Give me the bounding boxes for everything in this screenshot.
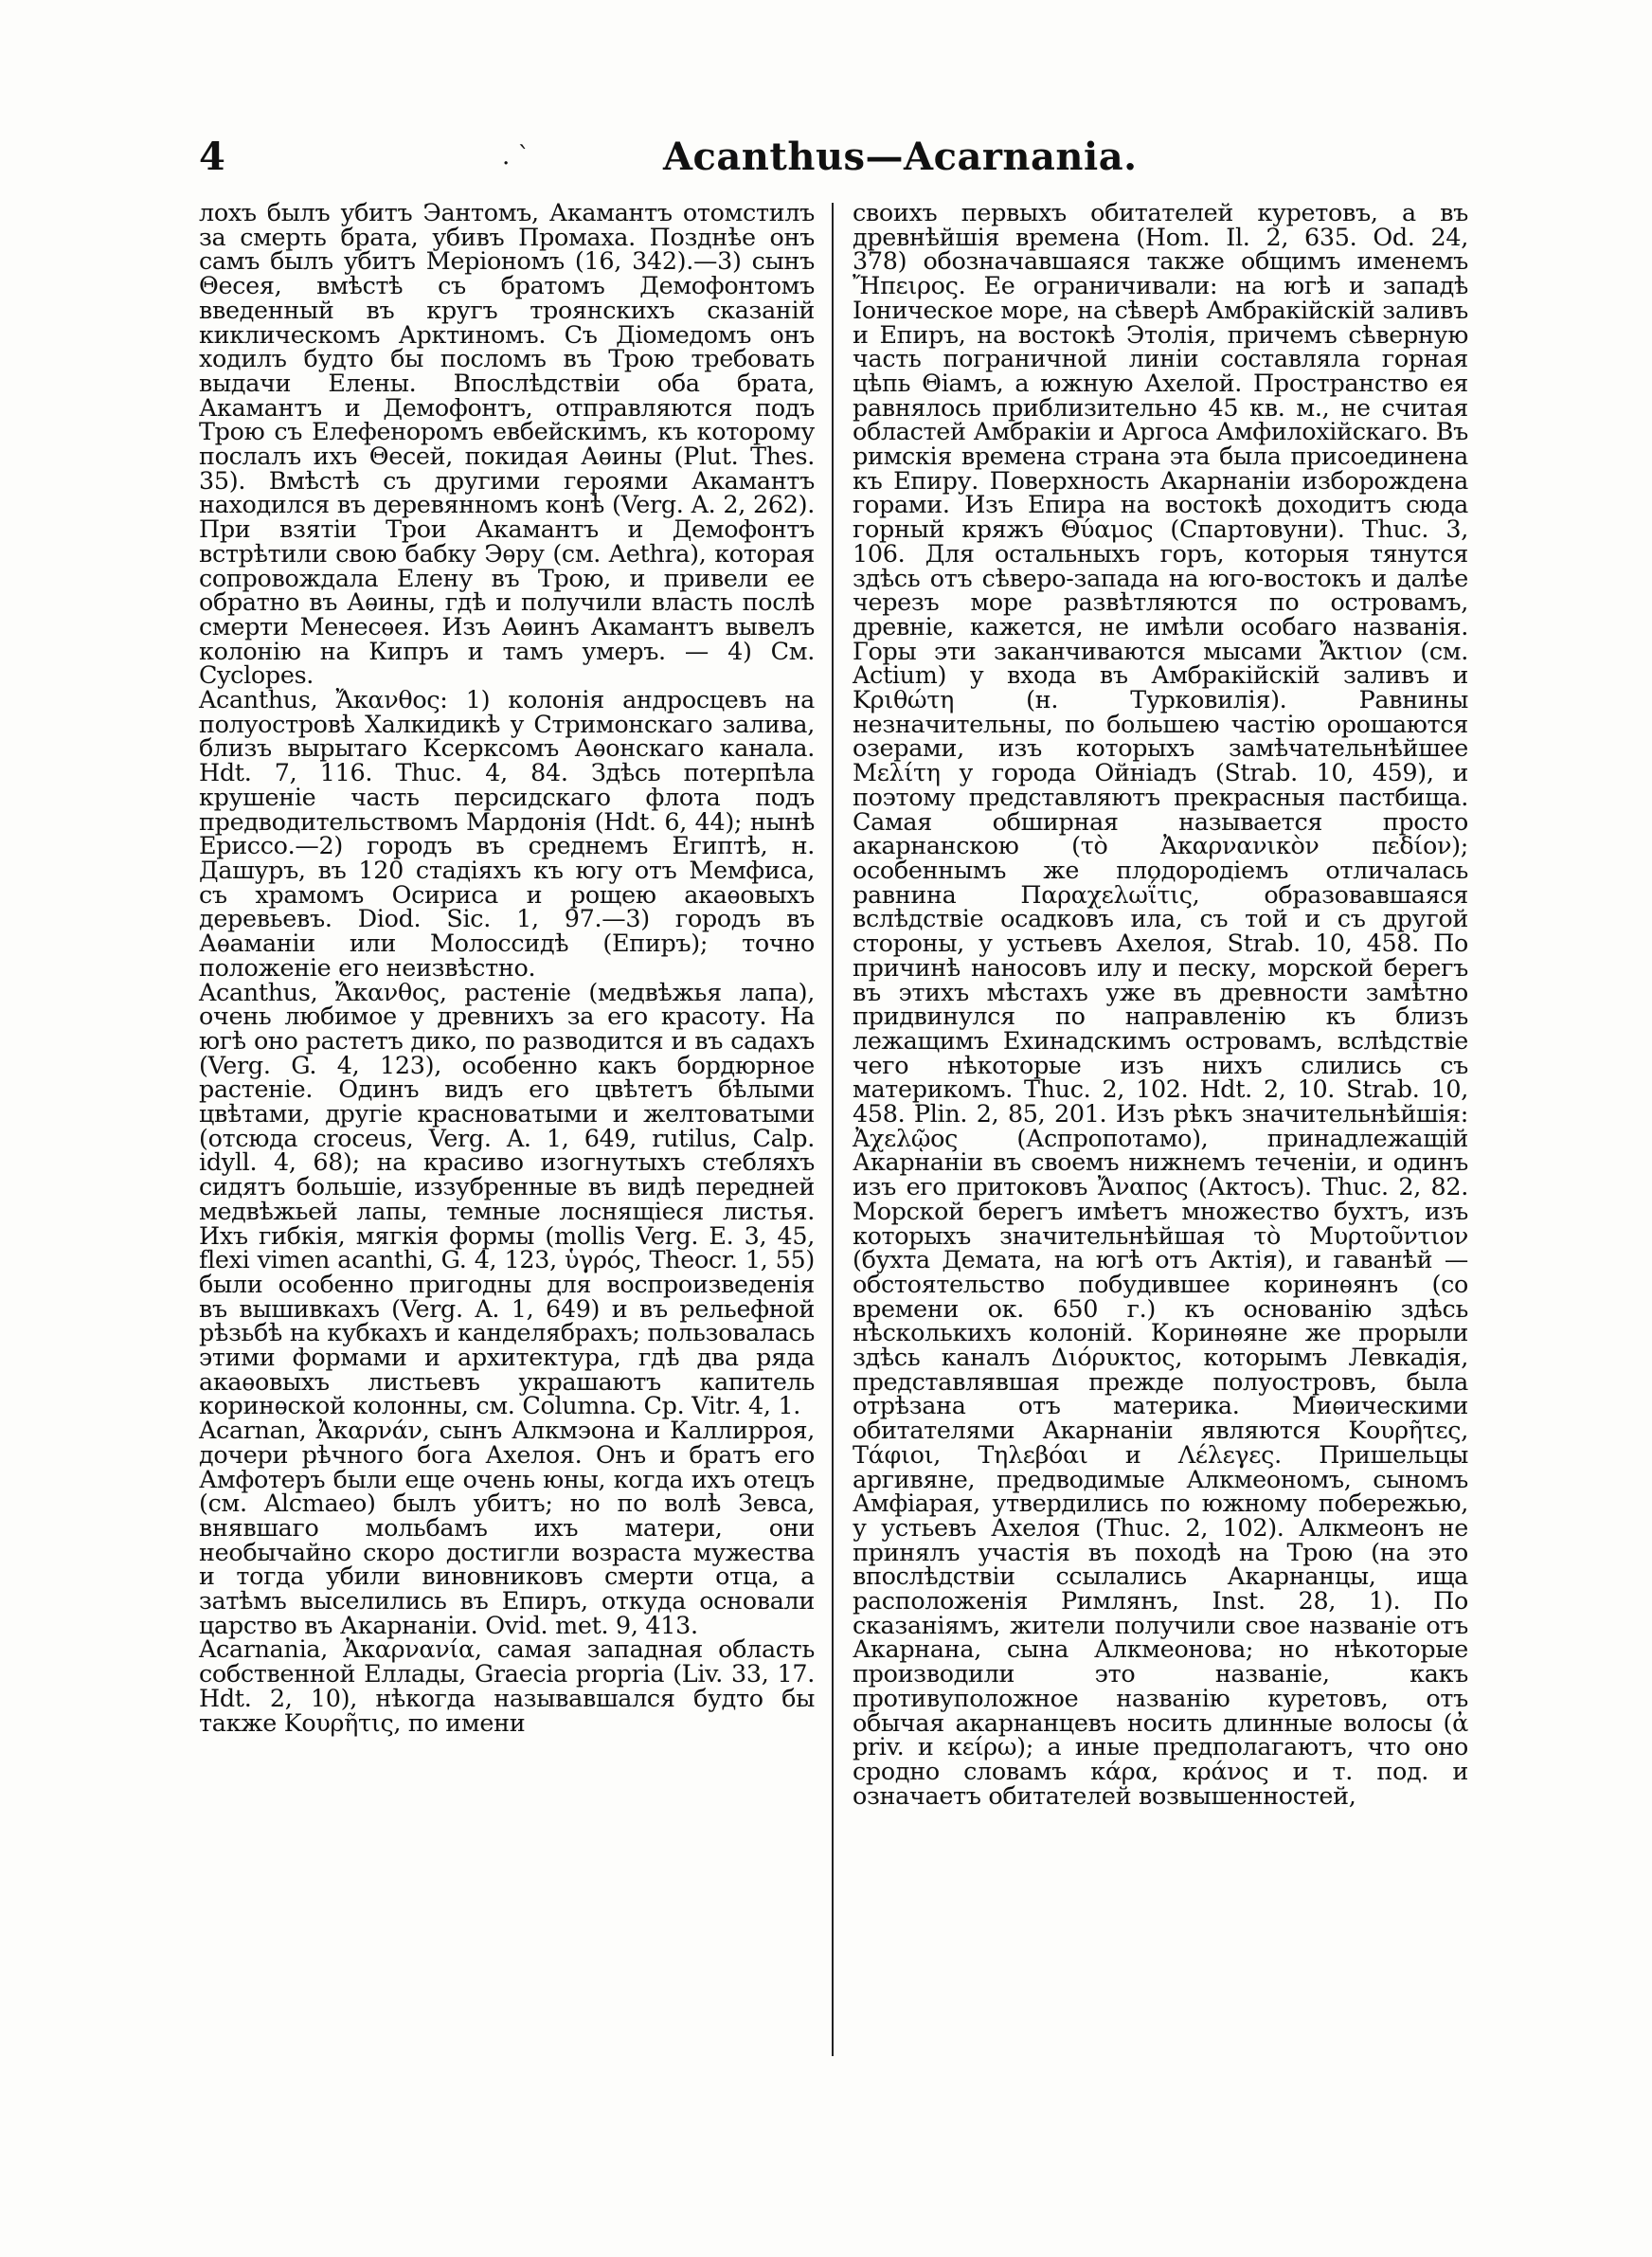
page-number: 4: [199, 135, 225, 179]
entry-acanthus-town: Acanthus, Ἄκανθος: 1) колонія андросцевъ на полуостровѣ Халкидикѣ у Стримонскаго залива, близъ вырытаго Ксерксомъ Аѳонскаго канала. Hdt. 7, 116. Thuc. 4, 84. Здѣсь потерпѣла крушеніе часть персидскаго флота подъ предводительствомъ Мардонія (Hdt. 6, 44); нынѣ Ериссо.—2) городъ въ среднемъ Египтѣ, н. Дашуръ, въ 120 стадіяхъ къ югу отъ Мемфиса, съ храмомъ Осириса и рощею акаѳовыхъ деревьевъ. Diod. Sic. 1, 97.—3) городъ въ Аѳаманіи или Молоссидѣ (Епиръ); точно положеніе его неизвѣстно.: [199, 685, 815, 982]
left-column: [199, 198, 815, 1737]
entry-acarnania-start: Acarnania, Ἀκαρνανία, самая западная область собственной Еллады, Graecia propria (Liv. 33, 17. Hdt. 2, 10), нѣкогда называвшался будто бы также Κουρῆτις, по имени: [199, 1634, 815, 1737]
entry-acarnan: Acarnan, Ἀκαρνάν, сынъ Алкмэона и Каллирроя, дочери рѣчного бога Ахелоя. Онъ и братъ его Амфотеръ были еще очень юны, когда ихъ отецъ (см. Alcmaeo) былъ убитъ; но по волѣ Зевса, внявшаго мольбамъ ихъ матери, они необычайно скоро достигли возраста мужества и тогда убили виновниковъ смерти отца, а затѣмъ выселились въ Епиръ, откуда основали царство въ Акарнаніи. Ovid. met. 9, 413.: [199, 1416, 815, 1639]
entry-acarnania-continued: своихъ первыхъ обитателей куретовъ, а въ древнѣйшія времена (Hom. Il. 2, 635. Od. 24, 378) обозначавшаяся также общимъ именемъ Ἤπειρος. Ее ограничивали: на югѣ и западѣ Іоническое море, на сѣверѣ Амбракійскій заливъ и Епиръ, на востокѣ Этолія, причемъ сѣверную часть пограничной линіи составляла горная цѣпь Θіамъ, а южную Ахелой. Пространство ея равнялось приблизительно 45 кв. м., не считая областей Амбракіи и Аргоса Амфилохійскаго. Въ римскія времена страна эта была присоединена къ Епиру. Поверхность Акарнаніи изборождена горами. Изъ Епира на востокѣ доходитъ сюда горный кряжъ Θύαμος (Спартовуни). Thuc. 3, 106. Для остальныхъ горъ, которыя тянутся здѣсь отъ сѣверо-запада на юго-востокъ и далѣе черезъ море развѣтляются по островамъ, древніе, кажется, не имѣли особаго названія. Горы эти заканчиваются мысами Ἄκτιον (см. Actium) у входа въ Амбракійскій заливъ и Κριθώτη (н. Турковилія). Равнины незначительны, по большею частію орошаются озерами, изъ которыхъ замѣчательнѣйшее Μελίτη у города Ойніадъ (Strab. 10, 459), и поэтому представляютъ прекрасныя пастбища. Самая обширная называется просто акарнанскою (τὸ Ἀκαρνανικὸν πεδίον); особеннымъ же плодородіемъ отличалась равнина Παραχελωΐτις, образовавшаяся вслѣдствіе осадковъ ила, съ той и съ другой стороны, у устьевъ Ахелоя, Strab. 10, 458. По причинѣ наносовъ илу и песку, морской берегъ въ этихъ мѣстахъ уже въ древности замѣтно придвинулся по направленію къ близъ лежащимъ Ехинадскимъ островамъ, вслѣдствіе чего нѣкоторые изъ нихъ слились съ материкомъ. Thuc. 2, 102. Hdt. 2, 10. Strab. 10, 458. Plin. 2, 85, 201. Изъ рѣкъ значительнѣйшія: Ἀχελῷος (Аспропотамо), принадлежащій Акарнаніи въ своемъ нижнемъ теченіи, и одинъ изъ его притоковъ Ἄναπος (Актосъ). Thuc. 2, 82. Морской берегъ имѣетъ множество бухтъ, изъ которыхъ значительнѣйшая τὸ Μυρτοῦντιον (бухта Демата, на югѣ отъ Актія), и гаванѣй — обстоятельство побудившее коринѳянъ (со времени ок. 650 г.) къ основанію здѣсь нѣсколькихъ колоній. Коринѳяне же прорыли здѣсь каналъ Διόρυκτος, которымъ Левкадія, представлявшая прежде полуостровъ, была отрѣзана отъ материка. Миѳическими обитателями Акарнаніи являются Κουρῆτες, Τάφιοι, Τηλεβόαι и Λέλεγες. Пришельцы аргивяне, предводимые Алкмеономъ, сыномъ Амфіарая, утвердились по южному побережью, у устьевъ Ахелоя (Thuc. 2, 102). Алкмеонъ не принялъ участія въ походѣ на Трою (на это впослѣдствіи ссылались Акарнанцы, ища расположенія Римлянъ, Inst. 28, 1). По сказаніямъ, жители получили свое названіе отъ Акарнана, сына Алкмеонова; но нѣкоторые производили это названіе, какъ противуположное названію куретовъ, отъ обычая акарнанцевъ носить длинные волосы (ἀ priv. и κείρω); а иные предполагаютъ, что оно сродно словамъ κάρα, κράνος и т. под. и означаетъ обитателей возвышенностей,: [853, 198, 1468, 1810]
entry-acamas-continued: лохъ былъ убитъ Эантомъ, Акамантъ отомстилъ за смерть брата, убивъ Промаха. Позднѣе онъ самъ былъ убитъ Меріономъ (16, 342).—3) сынъ Θесея, вмѣстѣ съ братомъ Демофонтомъ введенный въ кругъ троянскихъ сказаній киклическомъ Арктиномъ. Съ Діомедомъ онъ ходилъ будто бы посломъ въ Трою требовать выдачи Елены. Впослѣдствіи оба брата, Акамантъ и Демофонтъ, отправляются подъ Трою съ Елефеноромъ евбейскимъ, къ которому послалъ ихъ Θесей, покидая Аѳины (Plut. Thes. 35). Вмѣстѣ съ другими героями Акамантъ находился въ деревянномъ конѣ (Verg. A. 2, 262). При взятіи Трои Акамантъ и Демофонтъ встрѣтили свою бабку Эѳру (см. Aethra), которая сопровождала Елену въ Трою, и привели ее обратно въ Аѳины, гдѣ и получили власть послѣ смерти Менесѳея. Изъ Аѳинъ Акамантъ вывелъ колонію на Кипръ и тамъ умеръ. — 4) См. Cyclopes.: [199, 198, 815, 690]
right-column: [853, 198, 1468, 1810]
entry-acanthus-plant: Acanthus, Ἄκανθος, растеніе (медвѣжья лапа), очень любимое у древнихъ за его красоту. На югѣ оно растетъ дико, по разводится и въ садахъ (Verg. G. 4, 123), особенно какъ бордюрное растеніе. Одинъ видъ его цвѣтетъ бѣлыми цвѣтами, другіе красноватыми и желтоватыми (отсюда croceus, Verg. A. 1, 649, rutilus, Calp. idyll. 4, 68); на красиво изогнутыхъ стебляхъ сидятъ большіе, иззубренные въ видѣ передней медвѣжьей лапы, темные лоснящіеся листья. Ихъ гибкія, мягкія формы (mollis Verg. E. 3, 45, flexi vimen acanthi, G. 4, 123, ὑγρός, Theocr. 1, 55) были особенно пригодны для воспроизведенія въ вышивкахъ (Verg. A. 1, 649) и въ рельефной рѣзьбѣ на кубкахъ и канделябрахъ; пользовалась этими формами и архитектура, гдѣ два ряда акаѳовыхъ листьевъ украшаютъ капитель коринѳской колонны, см. Columna. Ср. Vitr. 4, 1.: [199, 977, 815, 1420]
column-divider: [832, 203, 834, 2056]
page-title: Acanthus—Acarnania.: [663, 135, 1138, 179]
header-marks: . `: [502, 142, 530, 171]
